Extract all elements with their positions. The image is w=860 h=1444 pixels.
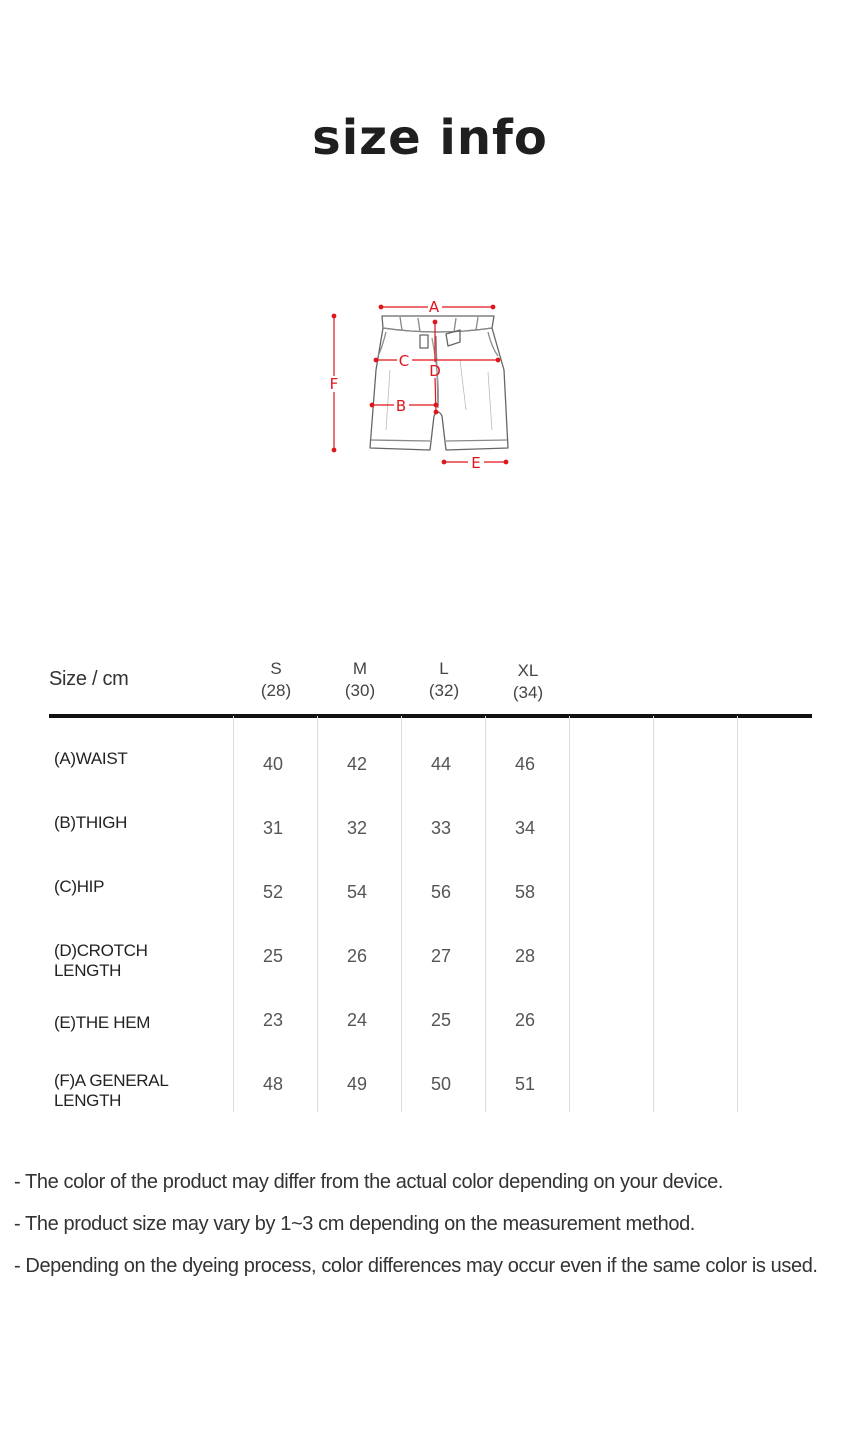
- shorts-measurement-diagram: [320, 290, 540, 475]
- table-cell: 32: [346, 818, 368, 838]
- table-cell: 51: [514, 1074, 536, 1094]
- table-cell: 42: [346, 754, 368, 774]
- table-cell: 50: [430, 1074, 452, 1094]
- page-title: size info: [312, 110, 548, 166]
- table-cell: 34: [514, 818, 536, 838]
- product-notes: [14, 1168, 860, 1294]
- table-cell: 26: [514, 1010, 536, 1030]
- table-cell: 25: [430, 1010, 452, 1030]
- row-label: (D)CROTCH LENGTH: [54, 941, 148, 980]
- size-name: L: [439, 659, 449, 678]
- table-cell: 46: [514, 754, 536, 774]
- row-label: (C)HIP: [54, 877, 105, 896]
- size-unit-label: Size / cm: [49, 668, 129, 690]
- table-row-crotch-length: [49, 908, 812, 980]
- table-row-waist: [49, 716, 812, 780]
- size-table: [49, 650, 812, 1112]
- row-label: (B)THIGH: [54, 813, 128, 832]
- table-row-hem: [49, 972, 812, 1036]
- row-label: (F)A GENERAL LENGTH: [54, 1071, 169, 1110]
- table-cell: 40: [262, 754, 284, 774]
- size-column-l: [402, 658, 486, 702]
- size-name: XL: [517, 661, 539, 680]
- table-cell: 26: [346, 946, 368, 966]
- label-e: E: [471, 454, 481, 472]
- size-column-s: [234, 658, 318, 702]
- table-cell: 33: [430, 818, 452, 838]
- label-b: B: [395, 397, 407, 415]
- shorts-illustration: [320, 290, 540, 475]
- size-waist-number: (34): [512, 683, 544, 702]
- table-cell: 25: [262, 946, 284, 966]
- size-waist-number: (30): [344, 681, 376, 700]
- table-cell: 58: [514, 882, 536, 902]
- note-dyeing-process: - Depending on the dyeing process, color differences may occur even if the same color is used.: [14, 1255, 818, 1277]
- note-size-variance: - The product size may vary by 1~3 cm depending on the measurement method.: [14, 1213, 695, 1235]
- table-cell: 48: [262, 1074, 284, 1094]
- table-cell: 56: [430, 882, 452, 902]
- table-cell: 28: [514, 946, 536, 966]
- size-name: S: [270, 659, 282, 678]
- table-cell: 27: [430, 946, 452, 966]
- table-cell: 52: [262, 882, 284, 902]
- size-column-m: [318, 658, 402, 702]
- size-waist-number: (32): [428, 681, 460, 700]
- table-row-hip: [49, 844, 812, 908]
- label-d: D: [429, 362, 441, 380]
- size-table-header: [49, 650, 812, 716]
- size-name: M: [352, 659, 368, 678]
- note-color-device: - The color of the product may differ from the actual color depending on your device.: [14, 1171, 724, 1193]
- row-label: (E)THE HEM: [54, 1013, 151, 1032]
- size-table-body: [49, 716, 812, 1112]
- table-cell: 31: [262, 818, 284, 838]
- table-cell: 49: [346, 1074, 368, 1094]
- table-row-thigh: [49, 780, 812, 844]
- table-row-general-length: [49, 1036, 812, 1110]
- table-cell: 44: [430, 754, 452, 774]
- size-column-xl: [486, 660, 570, 704]
- row-label: (A)WAIST: [54, 749, 128, 768]
- label-a: A: [428, 298, 440, 316]
- table-cell: 54: [346, 882, 368, 902]
- label-f: F: [329, 375, 339, 393]
- table-cell: 23: [262, 1010, 284, 1030]
- table-cell: 24: [346, 1010, 368, 1030]
- size-waist-number: (28): [260, 681, 292, 700]
- label-c: C: [398, 352, 410, 370]
